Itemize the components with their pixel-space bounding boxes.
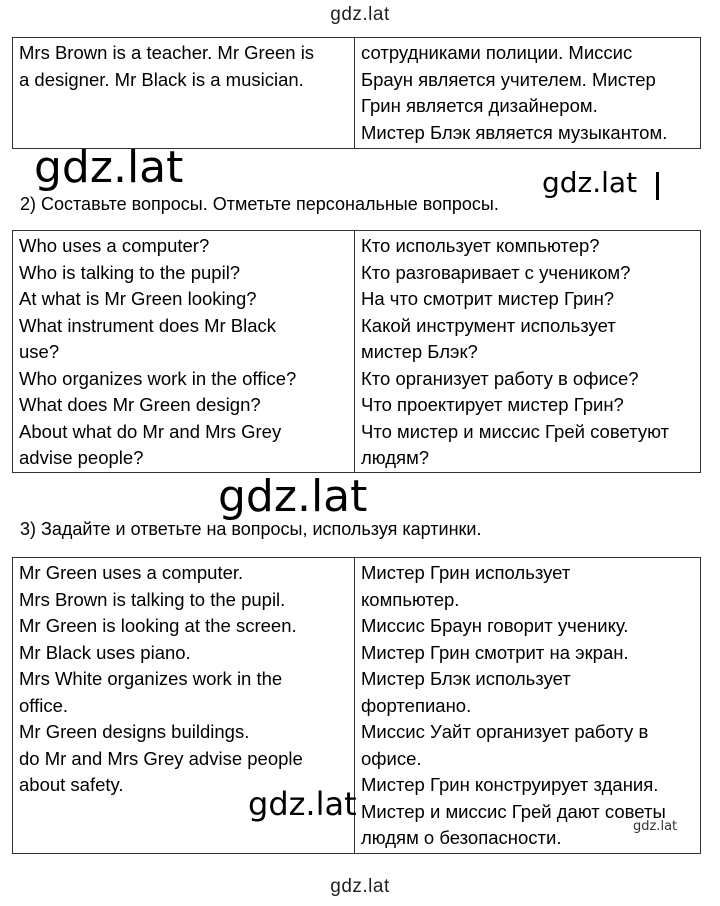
russian-line: Браун является учителем. Мистер [361,68,656,90]
russian-line: Какой инструмент использует [361,314,616,336]
watermark: gdz.lat [633,819,678,834]
english-line: office. [19,694,69,716]
site-footer: gdz.lat [330,876,390,897]
english-line: a designer. Mr Black is a musician. [19,68,304,90]
russian-line: Кто организует работу в офисе? [361,367,639,389]
russian-line: Мистер Грин конструирует здания. [361,774,659,795]
russian-cell [355,231,701,473]
english-line: Mr Green is looking at the screen. [19,615,297,636]
russian-line: Миссис Браун говорит ученику. [361,615,629,636]
russian-line: мистер Блэк? [361,341,478,362]
english-line: Who is talking to the pupil? [19,261,241,283]
russian-line: Мистер Блэк является музыкантом. [361,121,668,143]
english-line: Mr Black uses piano. [19,641,191,663]
russian-line: Мистер Грин смотрит на экран. [361,641,629,663]
english-cell [13,38,355,149]
russian-line: Мистер Блэк использует [361,668,571,689]
russian-line: Мистер Грин использует [361,562,571,583]
english-line: At what is Mr Green looking? [19,288,257,309]
russian-line: фортепиано. [361,694,472,716]
watermark-bar [656,172,659,200]
watermark: gdz.lat [218,471,368,522]
english-line: do Mr and Mrs Grey advise people [19,747,303,769]
russian-line: Что мистер и миссис Грей советуют [361,420,670,442]
english-line: use? [19,341,60,362]
english-line: advise people? [19,447,144,468]
site-header: gdz.lat [330,4,390,25]
russian-line: людям о безопасности. [361,827,562,848]
translation-table-1 [12,37,701,149]
russian-line: Мистер и миссис Грей дают советы [361,800,666,822]
russian-line: Кто разговаривает с учеником? [361,261,631,283]
watermark: gdz.lat [34,142,184,193]
english-line: Mrs Brown is talking to the pupil. [19,588,286,610]
russian-line: Миссис Уайт организует работу в [361,721,649,742]
english-line: What instrument does Mr Black [19,314,277,336]
english-line: Mrs Brown is a teacher. Mr Green is [19,42,315,63]
english-cell [13,231,355,473]
watermark: gdz.lat [542,166,638,199]
russian-cell [355,558,701,854]
english-line: Mrs White organizes work in the [19,668,283,689]
english-line: Who organizes work in the office? [19,367,297,389]
english-line: About what do Mr and Mrs Grey [19,420,282,442]
watermark: gdz.lat [248,785,357,823]
russian-cell [355,38,701,149]
english-line: about safety. [19,774,124,795]
russian-line: сотрудниками полиции. Миссис [361,42,633,63]
english-line: Mr Green designs buildings. [19,721,250,742]
english-line: Who uses a computer? [19,235,210,256]
russian-line: Грин является дизайнером. [361,95,598,116]
table-row [13,38,701,149]
russian-line: Что проектирует мистер Грин? [361,394,624,415]
table-row [13,231,701,473]
exercise-2-heading: 2) Составьте вопросы. Отметьте персональные вопросы. [20,194,499,214]
translation-table-2 [12,230,701,473]
russian-line: людям? [361,447,430,468]
russian-line: На что смотрит мистер Грин? [361,288,615,309]
russian-line: офисе. [361,747,422,769]
exercise-3-heading: 3) Задайте и ответьте на вопросы, используя картинки. [20,519,482,539]
english-line: Mr Green uses a computer. [19,562,244,583]
russian-line: Кто использует компьютер? [361,235,600,256]
english-line: What does Mr Green design? [19,394,261,415]
russian-line: компьютер. [361,588,460,610]
